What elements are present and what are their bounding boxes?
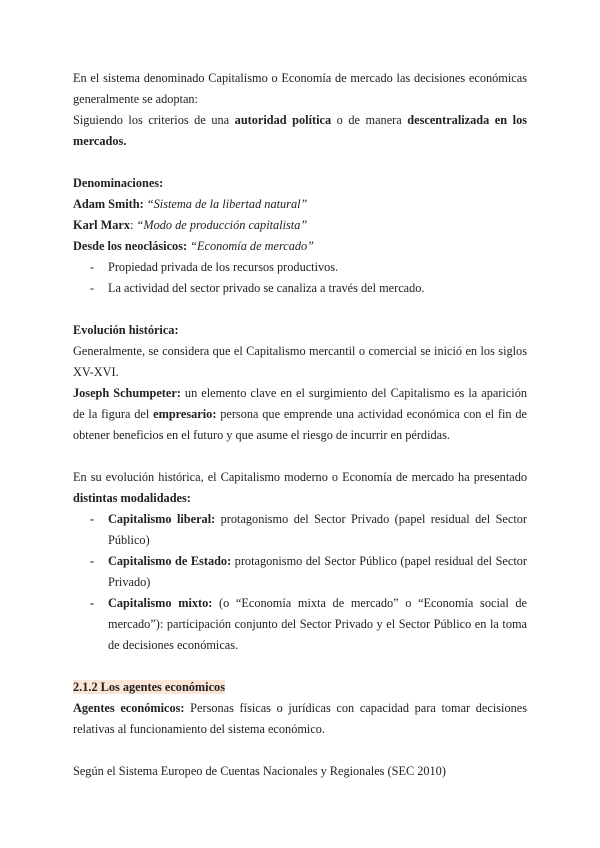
modalidad-label: Capitalismo mixto: xyxy=(108,596,213,610)
list-item-text: La actividad del sector privado se canaliza a través del mercado. xyxy=(108,281,425,295)
heading-text: Denominaciones: xyxy=(73,176,164,190)
sec-paragraph: Según el Sistema Europeo de Cuentas Nacionales y Regionales (SEC 2010) xyxy=(73,764,446,778)
schumpeter-paragraph xyxy=(73,383,527,446)
denominaciones-list xyxy=(73,257,527,299)
modalidad-label: Capitalismo de Estado: xyxy=(108,554,232,568)
empresario-bold: empresario: xyxy=(153,407,217,421)
list-item xyxy=(73,551,527,593)
dash-bullet: - xyxy=(90,596,95,610)
modalidades-text: En su evolución histórica, el Capitalismo moderno o Economía de mercado ha presentado xyxy=(73,470,527,484)
heading-text: Evolución histórica: xyxy=(73,323,179,337)
document-page xyxy=(73,68,527,782)
neo-value: “Economía de mercado” xyxy=(190,239,315,253)
intro-bold-descentralizada: descentralizada en los mercados. xyxy=(73,113,528,148)
evolucion-heading xyxy=(73,320,527,341)
list-item xyxy=(73,257,527,278)
intro-bold-autoridad: autoridad política xyxy=(234,113,332,127)
denominacion-marx: Karl Marx: “Modo de producción capitalista” xyxy=(73,218,308,232)
agentes-heading xyxy=(73,677,527,698)
smith-value: “Sistema de la libertad natural” xyxy=(146,197,308,211)
agentes-label: Agentes económicos: xyxy=(73,701,185,715)
schumpeter-label: Joseph Schumpeter: xyxy=(73,386,181,400)
modalidades-paragraph xyxy=(73,467,527,509)
list-item-text: Propiedad privada de los recursos productivos. xyxy=(108,260,339,274)
agentes-paragraph xyxy=(73,698,527,740)
dash-bullet: - xyxy=(90,281,95,295)
modalidad-text: protagonismo del Sector Privado (papel residual del Sector Público) xyxy=(108,512,527,547)
intro-criteria xyxy=(73,110,527,152)
list-item xyxy=(73,509,527,551)
modalidad-text: (o “Economía mixta de mercado” o “Economía social de mercado”): participación conjunto del Sector Privado y el Sector Público en la toma de decisiones económicas. xyxy=(108,596,528,652)
agentes-text: Personas físicas o jurídicas con capacidad para tomar decisiones relativas al funcionamiento del sistema económico. xyxy=(73,701,528,736)
modalidad-text: protagonismo del Sector Público (papel residual del Sector Privado) xyxy=(108,554,527,589)
denominacion-smith xyxy=(73,194,527,215)
marx-label: Karl Marx xyxy=(73,218,131,232)
modalidades-list xyxy=(73,509,527,656)
denominaciones-heading xyxy=(73,173,527,194)
denominacion-neoclasicos xyxy=(73,236,527,257)
intro-text: o de manera xyxy=(331,113,408,127)
intro-paragraph: En el sistema denominado Capitalismo o Economía de mercado las decisiones económicas generalmente se adoptan: xyxy=(73,71,527,106)
neo-label: Desde los neoclásicos: xyxy=(73,239,188,253)
marx-value: “Modo de producción capitalista” xyxy=(136,218,308,232)
schumpeter-text: persona que emprende una actividad económica con el fin de obtener beneficios en el futuro y que asume el riesgo de incurrir en pérdidas. xyxy=(73,407,527,442)
evolucion-paragraph: Generalmente, se considera que el Capitalismo mercantil o comercial se inició en los siglos XV-XVI. xyxy=(73,344,527,379)
smith-label: Adam Smith: xyxy=(73,197,144,211)
list-item xyxy=(73,278,527,299)
intro-text: Siguiendo los criterios de una xyxy=(73,113,235,127)
section-heading-highlight: 2.1.2 Los agentes económicos xyxy=(73,680,225,694)
schumpeter-text: un elemento clave en el surgimiento del Capitalismo es la aparición de la figura del xyxy=(73,386,527,421)
list-item xyxy=(73,593,527,656)
modalidad-label: Capitalismo liberal: xyxy=(108,512,216,526)
dash-bullet: - xyxy=(90,512,95,526)
dash-bullet: - xyxy=(90,554,95,568)
dash-bullet: - xyxy=(90,260,95,274)
modalidades-bold: distintas modalidades: xyxy=(73,491,191,505)
